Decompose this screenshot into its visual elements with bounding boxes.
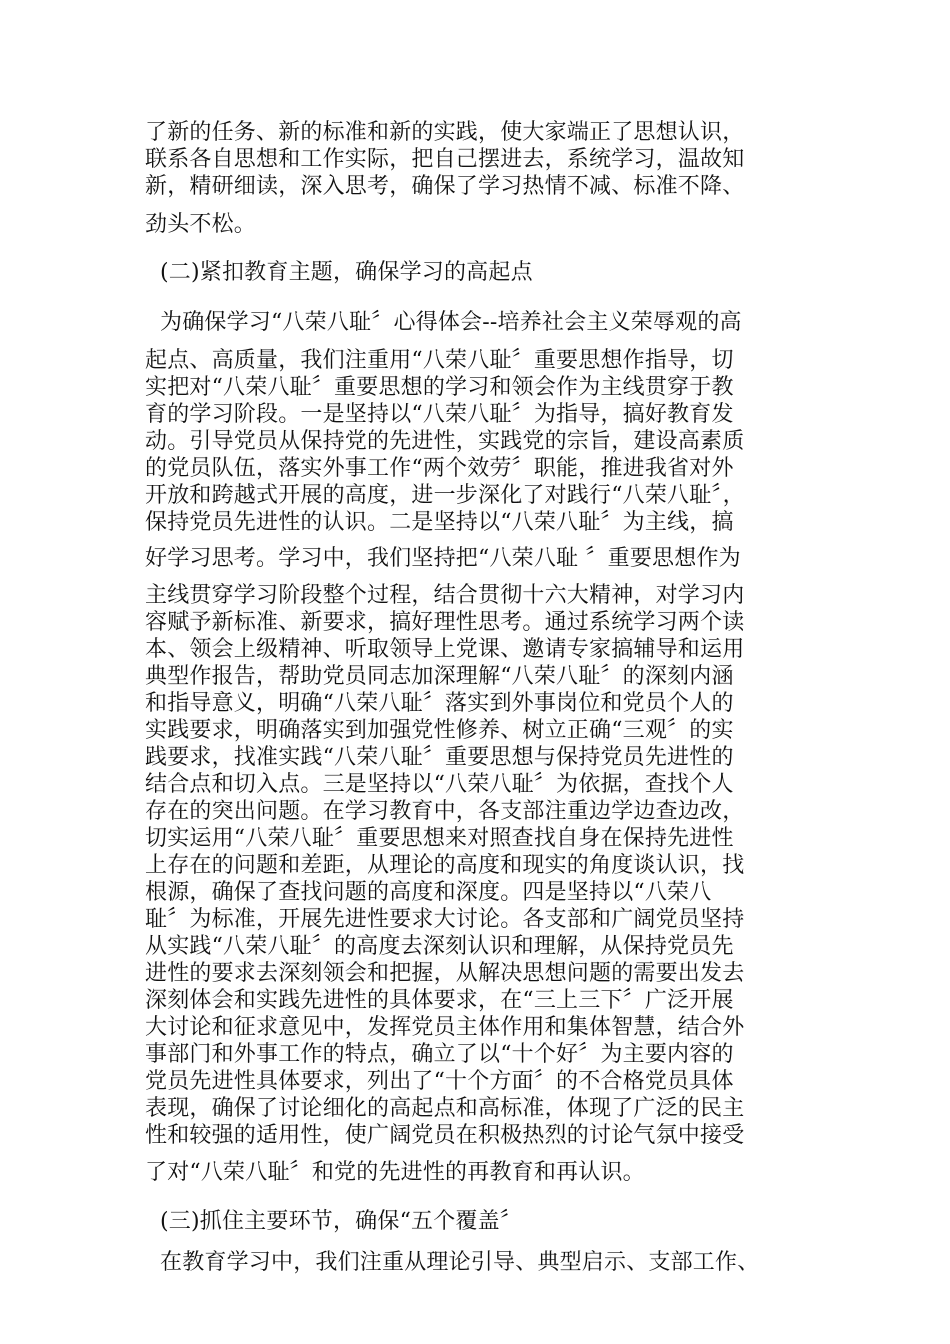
paragraph-line: 结合点和切入点。三是坚持以“八荣八耻〞为依据，查找个人 <box>145 772 734 797</box>
paragraph-line: 表现，确保了讨论细化的高起点和高标准，体现了广泛的民主 <box>145 1096 745 1121</box>
section-heading-3: (三)抓住主要环节，确保“五个覆盖〞 <box>160 1209 523 1234</box>
paragraph-line: 主线贯穿学习阶段整个过程，结合贯彻十六大精神，对学习内 <box>145 583 745 608</box>
paragraph-line: 的党员队伍，落实外事工作“两个效劳〞职能，推进我省对外 <box>145 456 734 481</box>
paragraph-line: 践要求，找准实践“八荣八耻〞重要思想与保持党员先进性的 <box>145 745 734 770</box>
paragraph-lead: 为确保学习“八荣八耻〞心得体会--培养社会主义荣辱观的高 <box>160 310 742 335</box>
intro-line: 联系各自思想和工作实际，把自己摆进去，系统学习，温故知 <box>145 147 745 172</box>
paragraph-line: 存在的突出问题。在学习教育中，各支部注重边学边查边改， <box>145 799 745 824</box>
paragraph-line: 开放和跨越式开展的高度，进一步深化了对践行“八荣八耻〞， <box>145 483 745 508</box>
paragraph-line: 实践要求，明确落实到加强党性修养、树立正确“三观〞的实 <box>145 718 734 743</box>
paragraph-line: 和指导意义，明确“八荣八耻〞落实到外事岗位和党员个人的 <box>145 691 734 716</box>
paragraph-line: 性和较强的适用性，使广阔党员在积极热烈的讨论气氛中接受 <box>145 1123 745 1148</box>
paragraph-line: 根源，确保了查找问题的高度和深度。四是坚持以“八荣八 <box>145 880 712 905</box>
section-heading-2: (二)紧扣教育主题，确保学习的高起点 <box>160 260 533 285</box>
paragraph-line: 起点、高质量，我们注重用“八荣八耻〞重要思想作指导，切 <box>145 348 734 373</box>
paragraph-line: 实把对“八荣八耻〞重要思想的学习和领会作为主线贯穿于教 <box>145 375 734 400</box>
paragraph-line: 从实践“八荣八耻〞的高度去深刻认识和理解，从保持党员先 <box>145 934 734 959</box>
paragraph-line: 育的学习阶段。一是坚持以“八荣八耻〞为指导，搞好教育发 <box>145 402 734 427</box>
intro-line: 劲头不松。 <box>145 212 257 237</box>
paragraph-line: 好学习思考。学习中，我们坚持把“八荣八耻 〞重要思想作为 <box>145 546 741 571</box>
intro-line: 新，精研细读，深入思考，确保了学习热情不减、标准不降、 <box>145 174 745 199</box>
paragraph-line: 耻〞为标准，开展先进性要求大讨论。各支部和广阔党员坚持 <box>145 907 745 932</box>
paragraph-line: 保持党员先进性的认识。二是坚持以“八荣八耻〞为主线，搞 <box>145 510 734 535</box>
paragraph-line: 党员先进性具体要求，列出了“十个方面〞的不合格党员具体 <box>145 1069 734 1094</box>
paragraph-line: 深刻体会和实践先进性的具体要求，在“三上三下〞广泛开展 <box>145 988 734 1013</box>
paragraph-lead: 在教育学习中，我们注重从理论引导、典型启示、支部工作、 <box>160 1250 760 1275</box>
paragraph-line: 事部门和外事工作的特点，确立了以“十个好〞为主要内容的 <box>145 1042 734 1067</box>
paragraph-line: 切实运用“八荣八耻〞重要思想来对照查找自身在保持先进性 <box>145 826 734 851</box>
paragraph-line: 了对“八荣八耻〞和党的先进性的再教育和再认识。 <box>145 1160 645 1185</box>
paragraph-line: 典型作报告，帮助党员同志加深理解“八荣八耻〞的深刻内涵 <box>145 664 734 689</box>
paragraph-line: 上存在的问题和差距，从理论的高度和现实的角度谈认识，找 <box>145 853 745 878</box>
intro-line: 了新的任务、新的标准和新的实践，使大家端正了思想认识， <box>145 120 745 145</box>
paragraph-line: 大讨论和征求意见中，发挥党员主体作用和集体智慧，结合外 <box>145 1015 745 1040</box>
paragraph-line: 本、领会上级精神、听取领导上党课、邀请专家搞辅导和运用 <box>145 637 745 662</box>
paragraph-line: 动。引导党员从保持党的先进性，实践党的宗旨，建设高素质 <box>145 429 745 454</box>
paragraph-line: 容赋予新标准、新要求，搞好理性思考。通过系统学习两个读 <box>145 610 745 635</box>
paragraph-line: 进性的要求去深刻领会和把握，从解决思想问题的需要出发去 <box>145 961 745 986</box>
